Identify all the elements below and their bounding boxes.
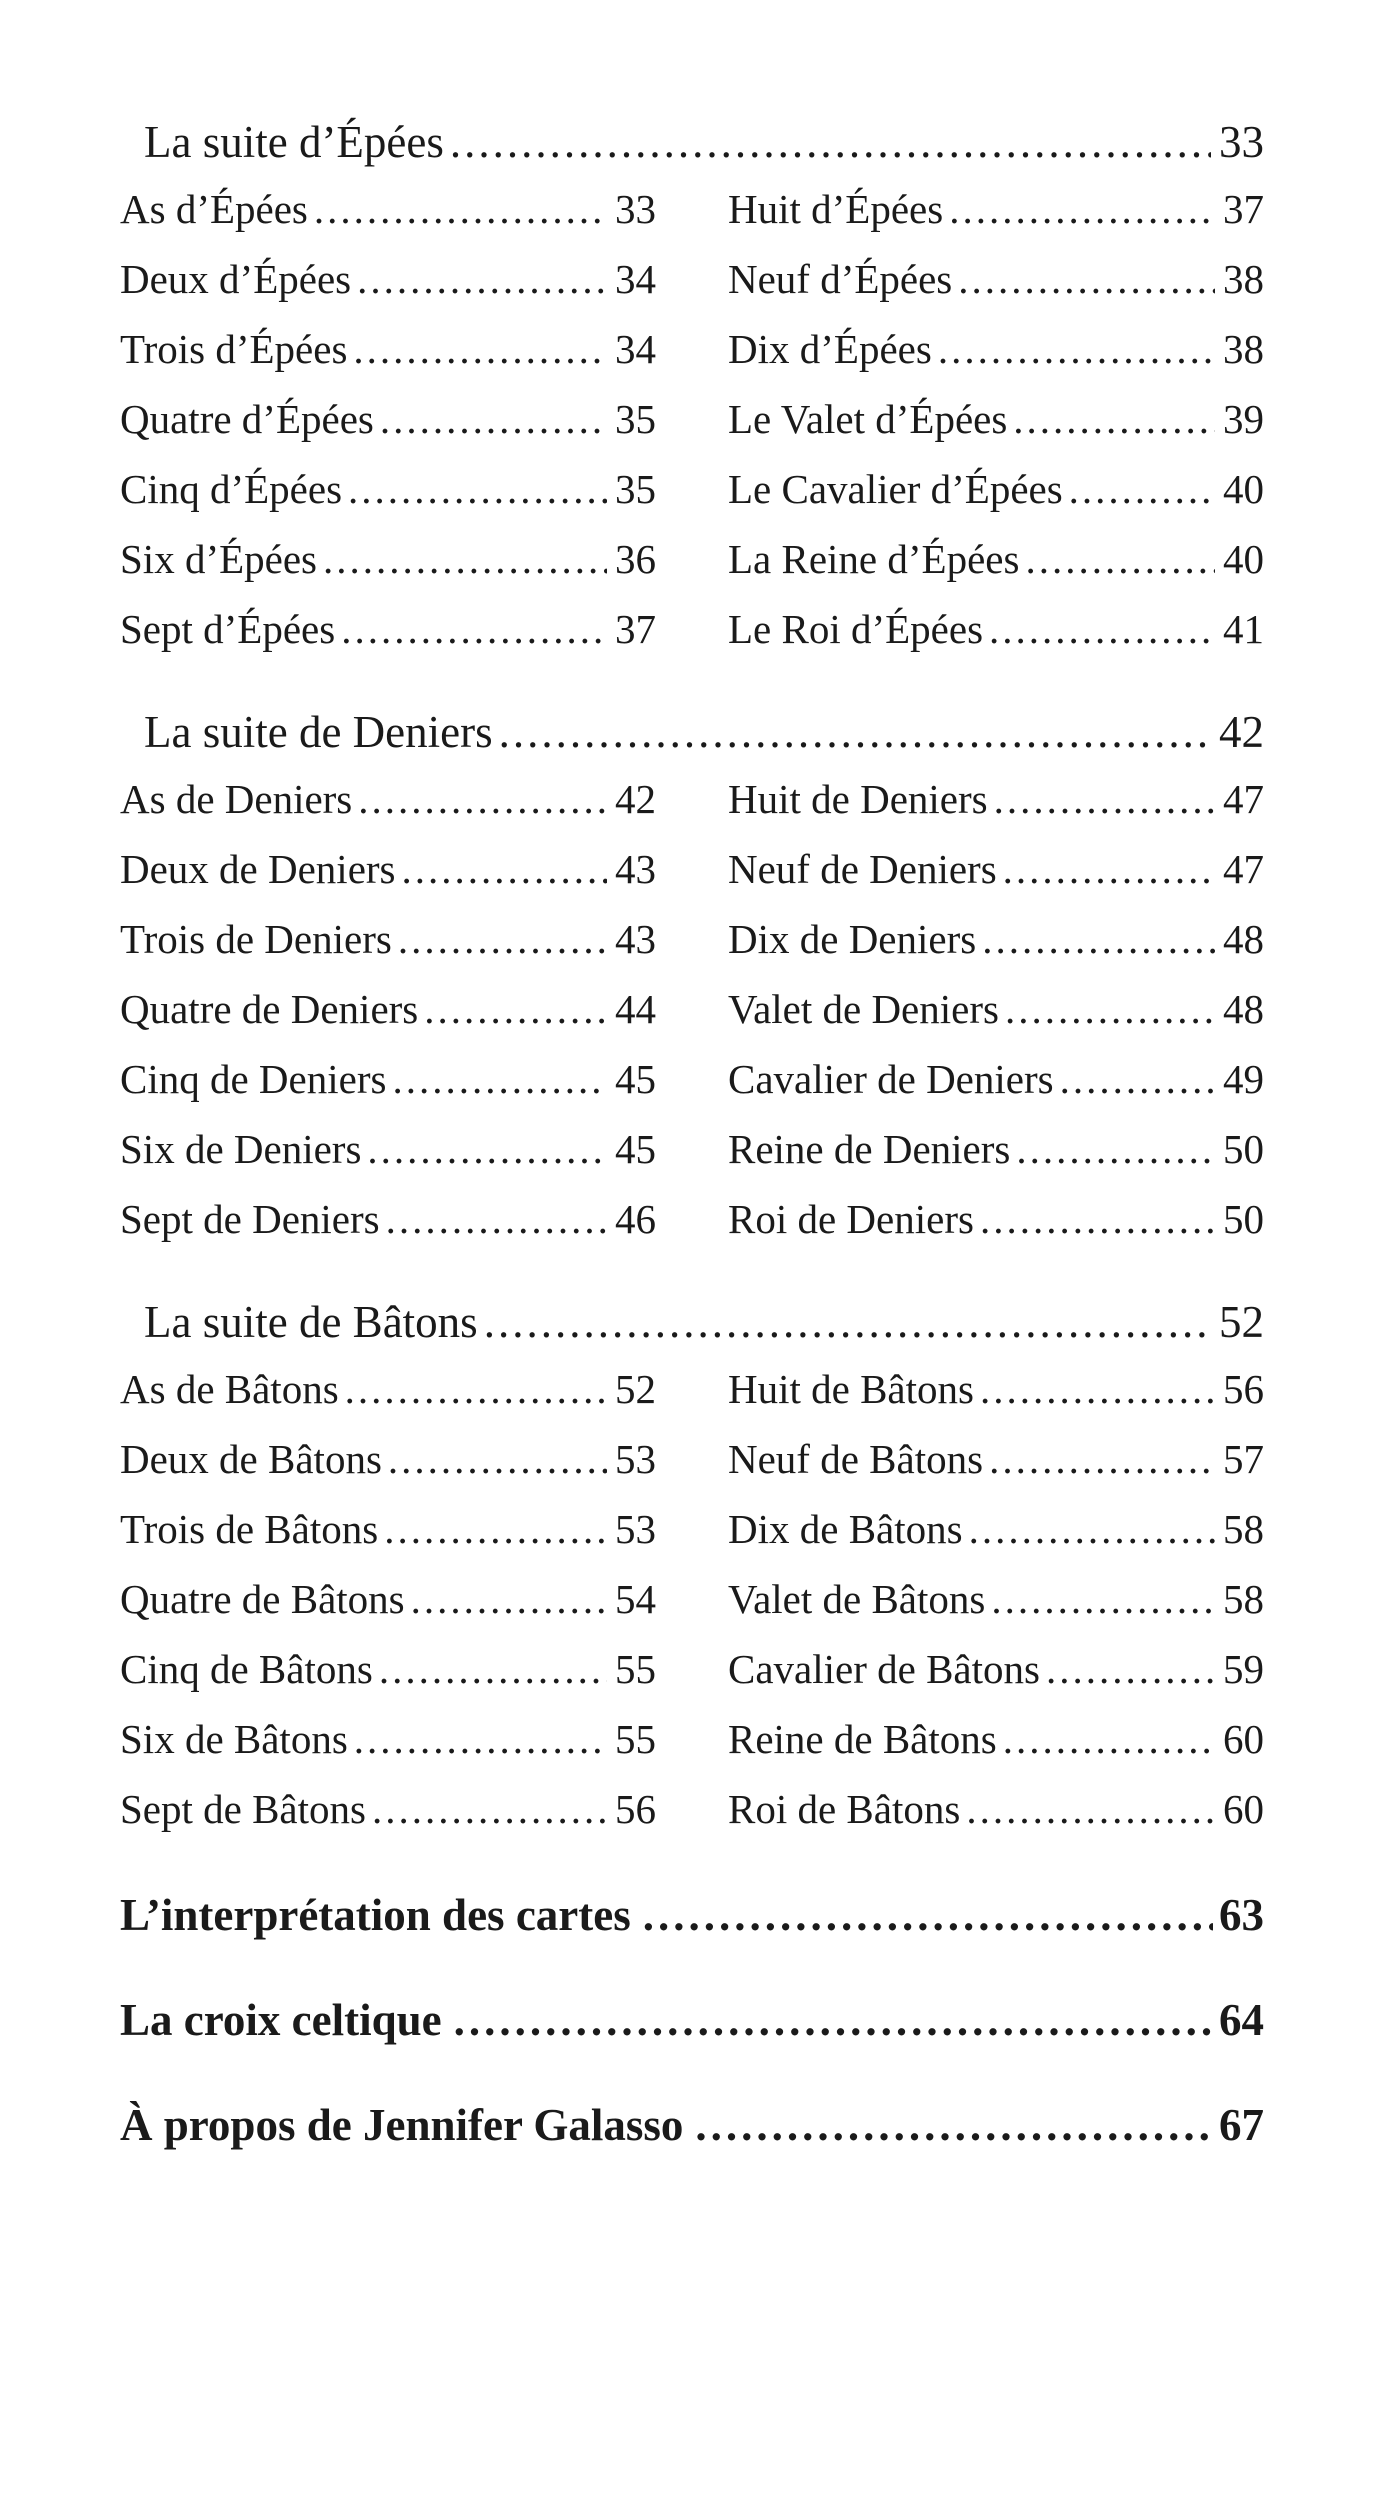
section-page-number: 64 (1219, 1995, 1264, 2045)
section-croix-celtique[interactable] (120, 1985, 1264, 2055)
entry-page-number: 47 (1223, 846, 1264, 892)
toc-entry[interactable] (728, 384, 1264, 454)
entry-label: Trois de Deniers (120, 916, 392, 962)
entry-label: Huit de Bâtons (728, 1366, 974, 1412)
toc-entry[interactable] (728, 1704, 1264, 1774)
toc-entry[interactable] (120, 594, 656, 664)
entry-label: Neuf de Bâtons (728, 1436, 984, 1482)
entry-label: Dix de Deniers (728, 916, 977, 962)
entry-page-number: 45 (615, 1126, 656, 1172)
dot-leader (969, 1494, 1215, 1564)
entry-page-number: 49 (1223, 1056, 1264, 1102)
entry-page-number: 53 (615, 1506, 656, 1552)
toc-entry[interactable] (728, 764, 1264, 834)
toc-entry[interactable] (120, 834, 656, 904)
suite-left-column (120, 174, 656, 664)
dot-leader (345, 1354, 607, 1424)
dot-leader (991, 1564, 1215, 1634)
section-interpretation[interactable] (120, 1880, 1264, 1950)
entry-page-number: 52 (615, 1366, 656, 1412)
entry-page-number: 59 (1223, 1646, 1264, 1692)
entry-page-number: 43 (615, 846, 656, 892)
dot-leader (424, 974, 607, 1044)
suite-right-column (728, 174, 1264, 664)
suite-heading[interactable] (144, 112, 1264, 172)
dot-leader (980, 1354, 1215, 1424)
toc-entry[interactable] (728, 1044, 1264, 1114)
entry-label: Dix de Bâtons (728, 1506, 963, 1552)
entry-page-number: 37 (1223, 186, 1264, 232)
entry-page-number: 55 (615, 1646, 656, 1692)
toc-entry[interactable] (120, 1114, 656, 1184)
dot-leader (643, 1880, 1213, 1950)
toc-entry[interactable] (120, 384, 656, 454)
dot-leader (949, 174, 1215, 244)
entry-label: Valet de Deniers (728, 986, 999, 1032)
dot-leader (994, 764, 1215, 834)
entry-label: La Reine d’Épées (728, 536, 1020, 582)
dot-leader (384, 1494, 607, 1564)
toc-entry[interactable] (728, 454, 1264, 524)
dot-leader (354, 1704, 607, 1774)
dot-leader (989, 1424, 1215, 1494)
toc-entry[interactable] (120, 454, 656, 524)
dot-leader (379, 1634, 607, 1704)
suite-page-number: 33 (1219, 117, 1264, 167)
dot-leader (1013, 384, 1215, 454)
entry-label: Cavalier de Deniers (728, 1056, 1054, 1102)
toc-entry[interactable] (728, 1494, 1264, 1564)
entry-label: Six d’Épées (120, 536, 317, 582)
suite-title: La suite d’Épées (144, 117, 444, 167)
section-page-number: 63 (1219, 1890, 1264, 1940)
entry-page-number: 50 (1223, 1196, 1264, 1242)
dot-leader (1016, 1114, 1215, 1184)
entry-label: Le Cavalier d’Épées (728, 466, 1063, 512)
entry-label: Sept d’Épées (120, 606, 336, 652)
dot-leader (411, 1564, 607, 1634)
dot-leader (1060, 1044, 1215, 1114)
toc-entry[interactable] (120, 904, 656, 974)
suite-heading[interactable] (144, 702, 1264, 762)
entry-page-number: 60 (1223, 1716, 1264, 1762)
dot-leader (499, 702, 1211, 762)
entry-page-number: 48 (1223, 916, 1264, 962)
entry-page-number: 39 (1223, 396, 1264, 442)
entry-page-number: 35 (615, 396, 656, 442)
suite-title: La suite de Deniers (144, 707, 493, 757)
dot-leader (484, 1292, 1211, 1352)
entry-label: As de Deniers (120, 776, 353, 822)
toc-entry[interactable] (728, 524, 1264, 594)
toc-entry[interactable] (120, 1354, 656, 1424)
entry-label: Reine de Deniers (728, 1126, 1011, 1172)
suite-left-column (120, 764, 656, 1254)
toc-entry[interactable] (728, 904, 1264, 974)
entry-page-number: 57 (1223, 1436, 1264, 1482)
entry-page-number: 36 (615, 536, 656, 582)
toc-entry[interactable] (728, 1634, 1264, 1704)
toc-entry[interactable] (728, 1354, 1264, 1424)
entry-page-number: 58 (1223, 1576, 1264, 1622)
entry-label: Neuf de Deniers (728, 846, 997, 892)
entry-label: Trois d’Épées (120, 326, 348, 372)
toc-entry[interactable] (120, 244, 656, 314)
dot-leader (938, 314, 1215, 384)
entry-page-number: 38 (1223, 326, 1264, 372)
entry-label: Le Valet d’Épées (728, 396, 1008, 442)
dot-leader (450, 112, 1211, 172)
toc-entry[interactable] (120, 1184, 656, 1254)
entry-page-number: 40 (1223, 536, 1264, 582)
entry-page-number: 56 (1223, 1366, 1264, 1412)
section-page-number: 67 (1219, 2100, 1264, 2150)
entry-page-number: 47 (1223, 776, 1264, 822)
dot-leader (402, 834, 607, 904)
suite-page-number: 42 (1219, 707, 1264, 757)
entry-page-number: 38 (1223, 256, 1264, 302)
toc-entry[interactable] (728, 314, 1264, 384)
suite-right-column (728, 1354, 1264, 1844)
entry-page-number: 33 (615, 186, 656, 232)
dot-leader (1069, 454, 1215, 524)
entry-label: Valet de Bâtons (728, 1576, 986, 1622)
toc-entry[interactable] (728, 594, 1264, 664)
entry-page-number: 40 (1223, 466, 1264, 512)
entry-label: Cinq de Bâtons (120, 1646, 373, 1692)
entry-label: Deux d’Épées (120, 256, 352, 302)
entry-page-number: 34 (615, 326, 656, 372)
entry-page-number: 34 (615, 256, 656, 302)
entry-label: Sept de Bâtons (120, 1786, 366, 1832)
entry-label: Cinq de Deniers (120, 1056, 387, 1102)
entry-page-number: 43 (615, 916, 656, 962)
dot-leader (1005, 974, 1215, 1044)
entry-page-number: 60 (1223, 1786, 1264, 1832)
suite-right-column (728, 764, 1264, 1254)
toc-entry[interactable] (120, 974, 656, 1044)
toc-entry[interactable] (728, 1114, 1264, 1184)
toc-entry[interactable] (120, 1494, 656, 1564)
entry-page-number: 44 (615, 986, 656, 1032)
toc-entry[interactable] (120, 524, 656, 594)
dot-leader (1046, 1634, 1215, 1704)
entry-label: Reine de Bâtons (728, 1716, 997, 1762)
dot-leader (348, 454, 607, 524)
entry-page-number: 37 (615, 606, 656, 652)
entry-page-number: 45 (615, 1056, 656, 1102)
suite-page-number: 52 (1219, 1297, 1264, 1347)
dot-leader (454, 1985, 1213, 2055)
dot-leader (314, 174, 607, 244)
toc-entry[interactable] (120, 1634, 656, 1704)
entry-page-number: 46 (615, 1196, 656, 1242)
entry-label: As d’Épées (120, 186, 308, 232)
entry-page-number: 56 (615, 1786, 656, 1832)
entry-label: Dix d’Épées (728, 326, 932, 372)
dot-leader (323, 524, 607, 594)
dot-leader (372, 1774, 607, 1844)
toc-entry[interactable] (120, 1704, 656, 1774)
section-label: La croix celtique (120, 1995, 442, 2045)
dot-leader (1003, 1704, 1215, 1774)
dot-leader (966, 1774, 1215, 1844)
dot-leader (353, 314, 607, 384)
entry-label: Neuf d’Épées (728, 256, 953, 302)
entry-page-number: 50 (1223, 1126, 1264, 1172)
entry-label: Six de Deniers (120, 1126, 362, 1172)
entry-page-number: 58 (1223, 1506, 1264, 1552)
toc-entry[interactable] (728, 974, 1264, 1044)
entry-label: Sept de Deniers (120, 1196, 380, 1242)
entry-label: Cinq d’Épées (120, 466, 343, 512)
suite-left-column (120, 1354, 656, 1844)
toc-entry[interactable] (120, 1564, 656, 1634)
entry-page-number: 48 (1223, 986, 1264, 1032)
entry-label: Six de Bâtons (120, 1716, 348, 1762)
entry-label: Deux de Bâtons (120, 1436, 382, 1482)
entry-label: Roi de Bâtons (728, 1786, 961, 1832)
entry-label: Quatre de Bâtons (120, 1576, 405, 1622)
dot-leader (358, 764, 607, 834)
section-a-propos[interactable] (120, 2090, 1264, 2160)
entry-page-number: 54 (615, 1576, 656, 1622)
section-label: L’interprétation des cartes (120, 1890, 631, 1940)
entry-label: Quatre d’Épées (120, 396, 374, 442)
toc-entry[interactable] (120, 174, 656, 244)
entry-label: Deux de Deniers (120, 846, 396, 892)
entry-label: As de Bâtons (120, 1366, 339, 1412)
dot-leader (980, 1184, 1215, 1254)
dot-leader (380, 384, 607, 454)
dot-leader (1003, 834, 1215, 904)
toc-entry[interactable] (728, 834, 1264, 904)
dot-leader (989, 594, 1215, 664)
dot-leader (367, 1114, 607, 1184)
dot-leader (341, 594, 607, 664)
toc-entry[interactable] (120, 764, 656, 834)
toc-entry[interactable] (120, 1774, 656, 1844)
entry-page-number: 41 (1223, 606, 1264, 652)
dot-leader (1025, 524, 1215, 594)
dot-leader (392, 1044, 607, 1114)
entry-label: Quatre de Deniers (120, 986, 419, 1032)
entry-label: Cavalier de Bâtons (728, 1646, 1040, 1692)
toc-entry[interactable] (728, 244, 1264, 314)
entry-page-number: 42 (615, 776, 656, 822)
toc-entry[interactable] (728, 1184, 1264, 1254)
dot-leader (398, 904, 607, 974)
toc-entry[interactable] (120, 1044, 656, 1114)
entry-label: Huit de Deniers (728, 776, 988, 822)
entry-label: Huit d’Épées (728, 186, 944, 232)
toc-entry[interactable] (728, 1564, 1264, 1634)
entry-page-number: 55 (615, 1716, 656, 1762)
toc-entry[interactable] (120, 314, 656, 384)
dot-leader (982, 904, 1215, 974)
entry-page-number: 35 (615, 466, 656, 512)
dot-leader (695, 2090, 1213, 2160)
entry-label: Le Roi d’Épées (728, 606, 984, 652)
section-label: À propos de Jennifer Galasso (120, 2100, 684, 2150)
dot-leader (388, 1424, 607, 1494)
dot-leader (386, 1184, 607, 1254)
suite-title: La suite de Bâtons (144, 1297, 478, 1347)
toc-entry[interactable] (120, 1424, 656, 1494)
entry-page-number: 53 (615, 1436, 656, 1482)
toc-entry[interactable] (728, 1774, 1264, 1844)
suite-heading[interactable] (144, 1292, 1264, 1352)
dot-leader (958, 244, 1215, 314)
entry-label: Roi de Deniers (728, 1196, 974, 1242)
dot-leader (357, 244, 607, 314)
toc-entry[interactable] (728, 1424, 1264, 1494)
entry-label: Trois de Bâtons (120, 1506, 379, 1552)
toc-entry[interactable] (728, 174, 1264, 244)
